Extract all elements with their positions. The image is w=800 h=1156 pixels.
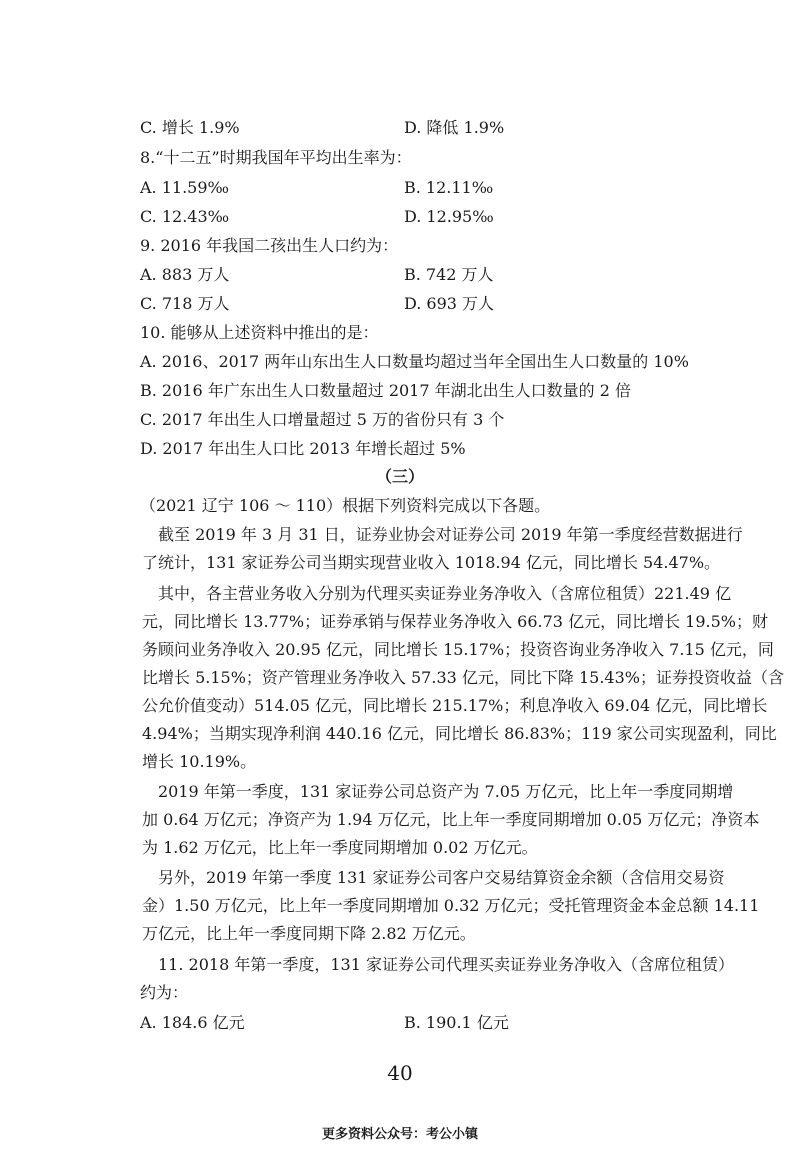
q9-option-a: A. 883 万人 bbox=[140, 265, 230, 284]
q7-option-c: C. 增长 1.9% bbox=[140, 118, 240, 137]
paragraph-1-line: 截至 2019 年 3 月 31 日，证券业协会对证券公司 2019 年第一季度经营数据进行 bbox=[158, 525, 743, 544]
q9-option-c: C. 718 万人 bbox=[140, 294, 230, 313]
q11-stem: 11. 2018 年第一季度，131 家证券公司代理买卖证券业务净收入（含席位租赁） bbox=[158, 955, 734, 974]
paragraph-3-line: 为 1.62 万亿元，比上年一季度同期增加 0.02 万亿元。 bbox=[142, 838, 538, 857]
paragraph-2-line: 元，同比增长 13.77%；证券承销与保荐业务净收入 66.73 亿元，同比增长 19.5%；财 bbox=[142, 612, 768, 631]
q9-option-b: B. 742 万人 bbox=[404, 265, 494, 284]
q10-option-a: A. 2016、2017 两年山东出生人口数量均超过当年全国出生人口数量的 10% bbox=[140, 352, 689, 371]
q9-stem: 9. 2016 年我国二孩出生人口约为： bbox=[140, 236, 399, 255]
paragraph-4-line: 另外，2019 年第一季度 131 家证券公司客户交易结算资金余额（含信用交易资 bbox=[158, 868, 725, 887]
paragraph-3-line: 2019 年第一季度，131 家证券公司总资产为 7.05 万亿元，比上年一季度同期增 bbox=[158, 782, 734, 801]
paragraph-2-line: 比增长 5.15%；资产管理业务净收入 57.33 亿元，同比下降 15.43%；证券投资收益（含 bbox=[142, 668, 784, 687]
q8-option-d: D. 12.95‰ bbox=[404, 207, 494, 226]
paragraph-3-line: 加 0.64 万亿元；净资产为 1.94 万亿元，比上年一季度同期增加 0.05 万亿元；净资本 bbox=[142, 810, 760, 829]
q11-option-a: A. 184.6 亿元 bbox=[140, 1013, 245, 1032]
q8-option-b: B. 12.11‰ bbox=[404, 178, 494, 197]
q10-option-c: C. 2017 年出生人口增量超过 5 万的省份只有 3 个 bbox=[140, 410, 505, 429]
q10-option-d: D. 2017 年出生人口比 2013 年增长超过 5% bbox=[140, 439, 466, 458]
paragraph-2-line: 增长 10.19%。 bbox=[142, 752, 257, 771]
q8-option-c: C. 12.43‰ bbox=[140, 207, 230, 226]
q8-option-a: A. 11.59‰ bbox=[140, 178, 229, 197]
paragraph-2-line: 4.94%；当期实现净利润 440.16 亿元，同比增长 86.83%；119 家公司实现盈利，同比 bbox=[142, 724, 777, 743]
q10-option-b: B. 2016 年广东出生人口数量超过 2017 年湖北出生人口数量的 2 倍 bbox=[140, 381, 631, 400]
page-number: 40 bbox=[387, 1061, 413, 1085]
paragraph-2-line: 其中，各主营业务收入分别为代理买卖证券业务净收入（含席位租赁）221.49 亿 bbox=[158, 584, 732, 603]
paragraph-4-line: 万亿元，比上年一季度同期下降 2.82 万亿元。 bbox=[142, 924, 476, 943]
paragraph-4-line: 金）1.50 万亿元，比上年一季度同期增加 0.32 万亿元；受托管理资金本金总额 14.11 bbox=[142, 896, 760, 915]
q9-option-d: D. 693 万人 bbox=[404, 294, 495, 313]
paragraph-2-line: 务顾问业务净收入 20.95 亿元，同比增长 15.17%；投资咨询业务净收入 7.15 亿元，同 bbox=[142, 640, 774, 659]
footer-text: 更多资料公众号：考公小镇 bbox=[321, 1127, 478, 1142]
paragraph-1-line: 了统计，131 家证券公司当期实现营业收入 1018.94 亿元，同比增长 54.47%。 bbox=[142, 553, 721, 572]
section-intro: （2021 辽宁 106 ～ 110）根据下列资料完成以下各题。 bbox=[140, 496, 551, 515]
q10-stem: 10. 能够从上述资料中推出的是： bbox=[140, 323, 379, 342]
q7-option-d: D. 降低 1.9% bbox=[404, 118, 505, 137]
q11-option-b: B. 190.1 亿元 bbox=[404, 1013, 509, 1032]
q11-stem-continued: 约为： bbox=[140, 983, 189, 1002]
paragraph-2-line: 公允价值变动）514.05 亿元，同比增长 215.17%；利息净收入 69.04 亿元，同比增长 bbox=[142, 696, 768, 715]
section-heading: （三） bbox=[375, 467, 424, 486]
q8-stem: 8.“十二五”时期我国年平均出生率为： bbox=[140, 148, 412, 167]
